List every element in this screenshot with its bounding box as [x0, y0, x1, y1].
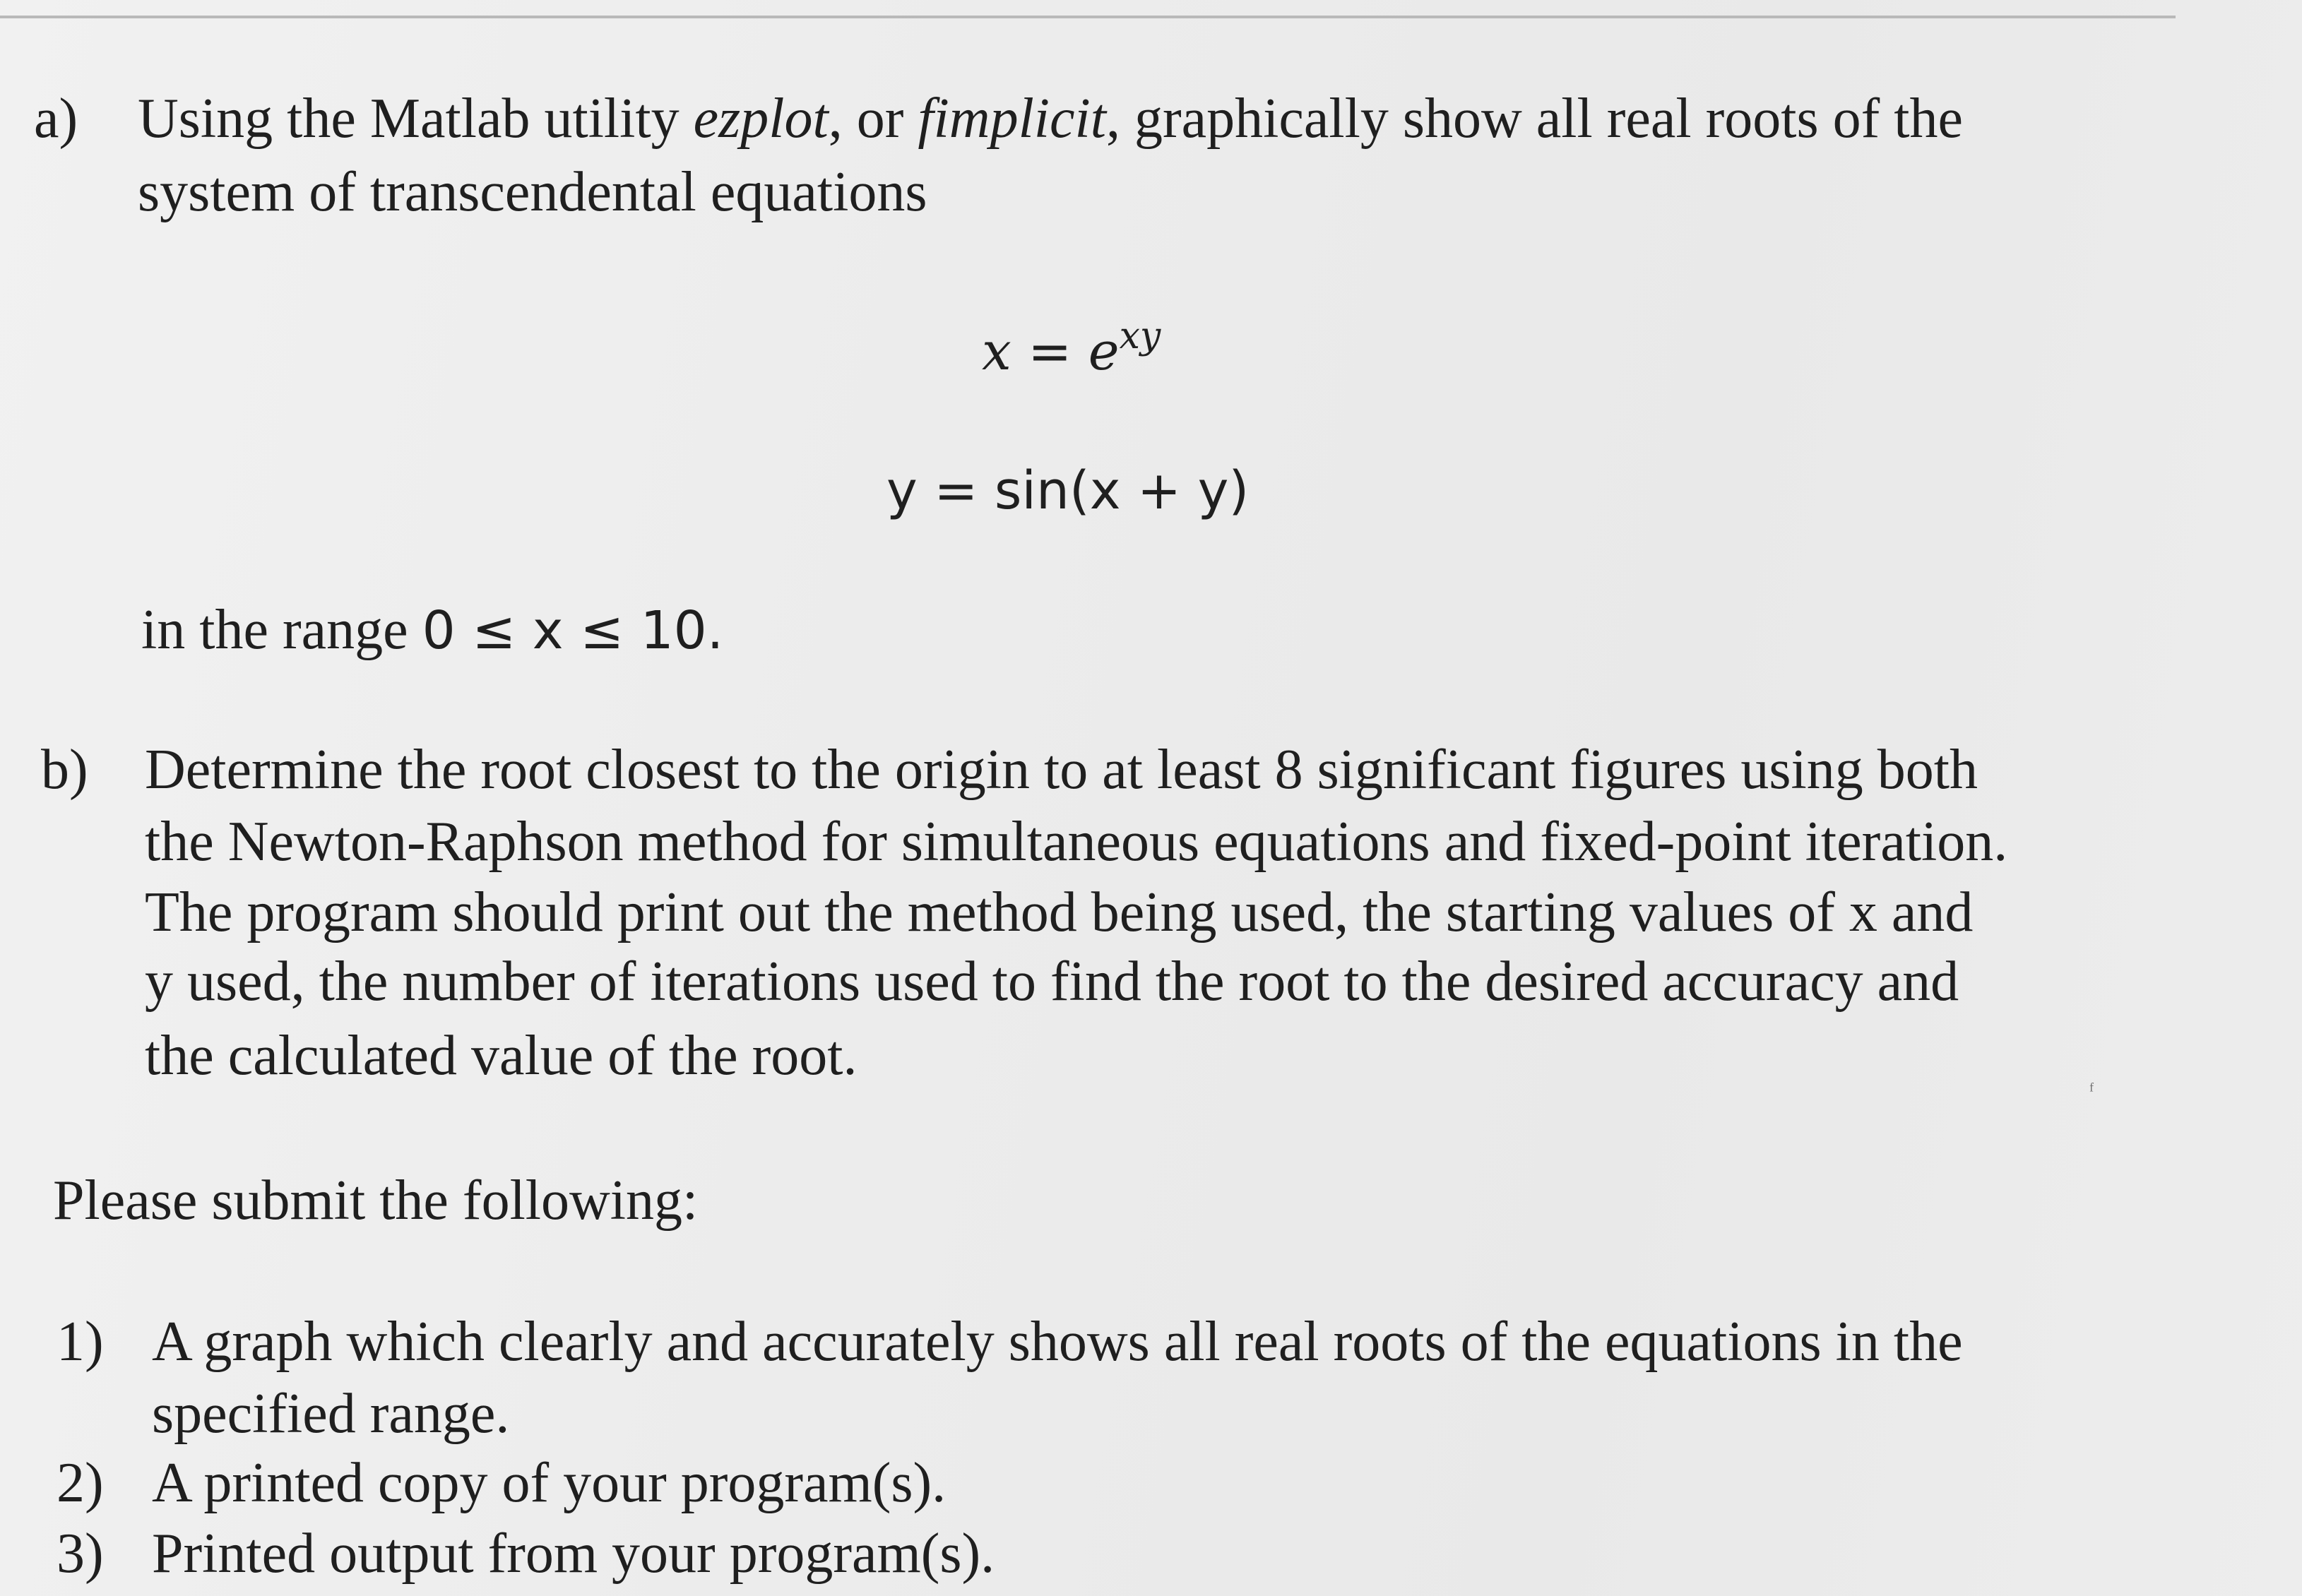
equation-2: y = sin(x + y)	[886, 460, 1250, 521]
item-2-line-1: A printed copy of your program(s).	[152, 1452, 947, 1514]
part-a-marker: a)	[34, 88, 78, 150]
item-1-line-1: A graph which clearly and accurately shows all real roots of the equations in the	[152, 1311, 1963, 1373]
part-b-line-1: Determine the root closest to the origin to at least 8 significant figures using both	[145, 739, 1978, 801]
part-a-text-1: Using the Matlab utility	[138, 88, 694, 150]
fimplicit-term: fimplicit	[918, 88, 1106, 150]
range-text: in the range	[141, 599, 422, 661]
submit-heading: Please submit the following:	[53, 1169, 699, 1232]
part-a-line-2: system of transcendental equations	[138, 161, 927, 223]
part-a-text-2: , or	[828, 88, 918, 150]
item-2-number: 2)	[57, 1452, 104, 1514]
item-3-line-1: Printed output from your program(s).	[152, 1523, 995, 1585]
part-b-line-3: The program should print out the method being used, the starting values of x and	[145, 881, 1974, 943]
part-b-line-2: the Newton-Raphson method for simultaneous equations and fixed-point iteration.	[145, 811, 2008, 873]
item-1-line-2: specified range.	[152, 1383, 510, 1445]
eq1-exponent: xy	[1119, 315, 1161, 357]
part-a-line-1	[138, 88, 1963, 150]
part-b-line-4: y used, the number of iterations used to find the root to the desired accuracy and	[145, 951, 1959, 1013]
range-math: 0 ≤ x ≤ 10.	[422, 600, 724, 661]
range-line	[141, 599, 724, 661]
item-1-number: 1)	[57, 1311, 104, 1373]
eq1-base: e	[1088, 321, 1120, 382]
equation-1	[982, 315, 1161, 382]
eq1-lhs: x	[982, 321, 1011, 382]
part-b-line-5: the calculated value of the root.	[145, 1025, 858, 1087]
part-b-marker: b)	[41, 739, 88, 801]
top-rule	[0, 16, 2176, 18]
item-3-number: 3)	[57, 1523, 104, 1585]
eq1-equals: =	[1011, 321, 1088, 382]
part-a-text-3: , graphically show all real roots of the	[1105, 88, 1963, 150]
ezplot-term: ezplot	[693, 88, 829, 150]
paper-speck: ᶠ	[2089, 1079, 2094, 1102]
